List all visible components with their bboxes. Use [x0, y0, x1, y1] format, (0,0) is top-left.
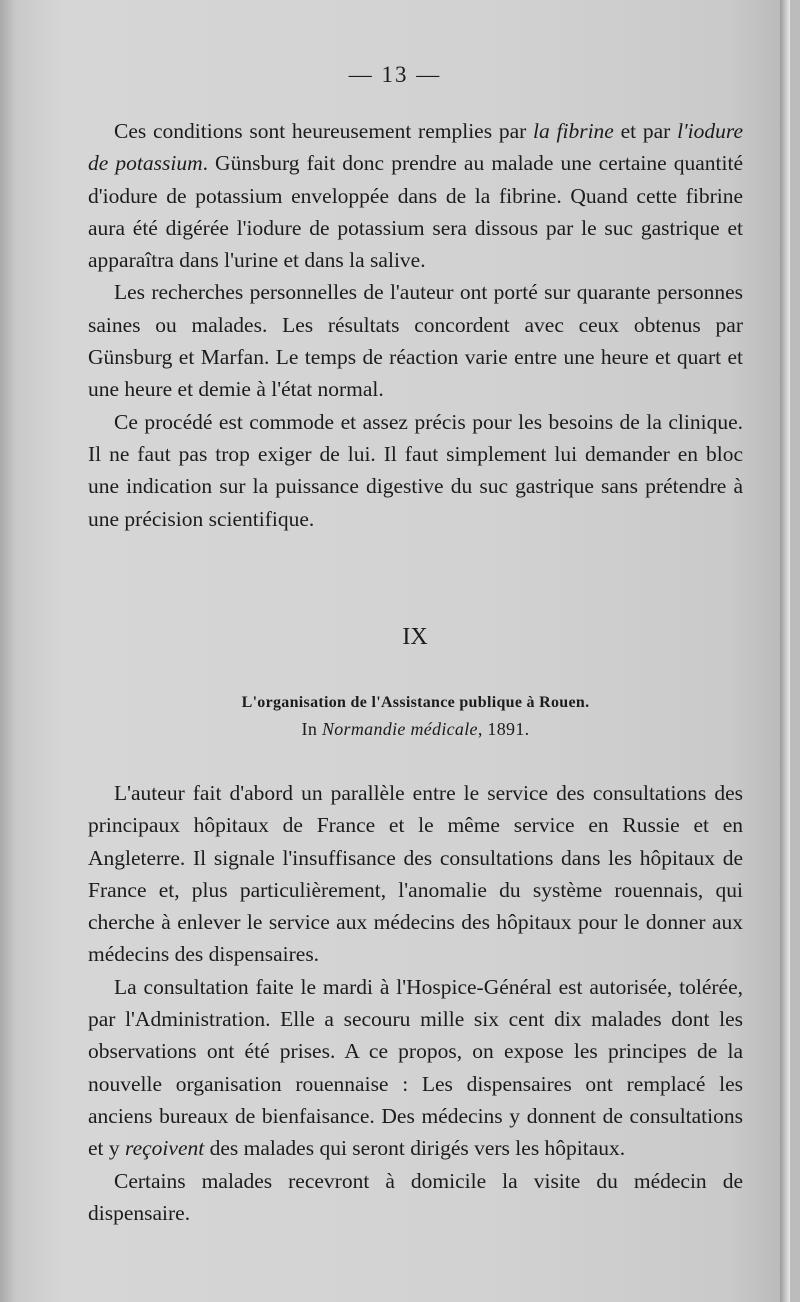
paragraph-text: La consultation faite le mardi à l'Hospice-Général est autorisée, tolérée, par l'Administration. Elle a secouru mille six cent dix malades dont les observations ont été prises. A ce propos, on expose les principes de la nouvelle organisation rouennaise : Les dispensaires ont remplacé les anciens bureaux de bienfaisance. Des médecins y donnent de consultations et y	[88, 974, 743, 1161]
section-number: IX	[402, 624, 428, 650]
source-prefix: In	[301, 719, 322, 739]
paragraph-text: et par	[613, 119, 678, 143]
paragraph	[88, 971, 743, 1165]
page-edge	[780, 0, 790, 1302]
italic-term: l'iodure de potassium	[88, 119, 743, 176]
top-text-block	[88, 115, 743, 535]
paragraph-text: Ces conditions sont heureusement remplies par	[114, 119, 534, 143]
paragraph: L'auteur fait d'abord un parallèle entre le service des consultations des principaux hôpitaux de France et le même service en Russie et en Angleterre. Il signale l'insuffisance des consultations dans les hôpitaux de France et, plus particulièrement, l'anomalie du système rouennais, qui cherche à enlever le service aux médecins des hôpitaux pour le donner aux médecins des dispensaires.	[88, 781, 743, 967]
paragraph: Certains malades recevront à domicile la visite du médecin de dispensaire.	[88, 1168, 743, 1225]
source-journal: Normandie médicale	[321, 719, 478, 739]
paragraph: Ce procédé est commode et assez précis pour les besoins de la clinique. Il ne faut pas trop exiger de lui. Il faut simplement lui demander en bloc une indication sur la puissance digestive du suc gastrique sans prétendre à une précision scientifique.	[88, 409, 743, 531]
bottom-text-block	[88, 777, 743, 1229]
source-year: , 1891.	[477, 719, 530, 739]
italic-term: reçoivent	[125, 1136, 205, 1161]
page-number: — 13 —	[348, 62, 442, 87]
paragraph	[88, 115, 743, 276]
italic-term: la fibrine	[533, 119, 614, 143]
paragraph-text: des malades qui seront dirigés vers les hôpitaux.	[204, 1136, 626, 1161]
section-title: L'organisation de l'Assistance publique à Rouen.	[241, 694, 590, 711]
section-source	[88, 719, 743, 740]
paragraph-text: . Günsburg fait donc prendre au malade une certaine quantité d'iodure de potassium enveloppée dans de la fibrine. Quand cette fibrine aura été digérée l'iodure de potassium sera dissous par le suc gastrique et apparaîtra dans l'urine et dans la salive.	[88, 151, 743, 273]
paragraph: Les recherches personnelles de l'auteur ont porté sur quarante personnes saines ou malades. Les résultats concordent avec ceux obtenus par Günsburg et Marfan. Le temps de réaction varie entre une heure et quart et une heure et demie à l'état normal.	[88, 280, 743, 402]
